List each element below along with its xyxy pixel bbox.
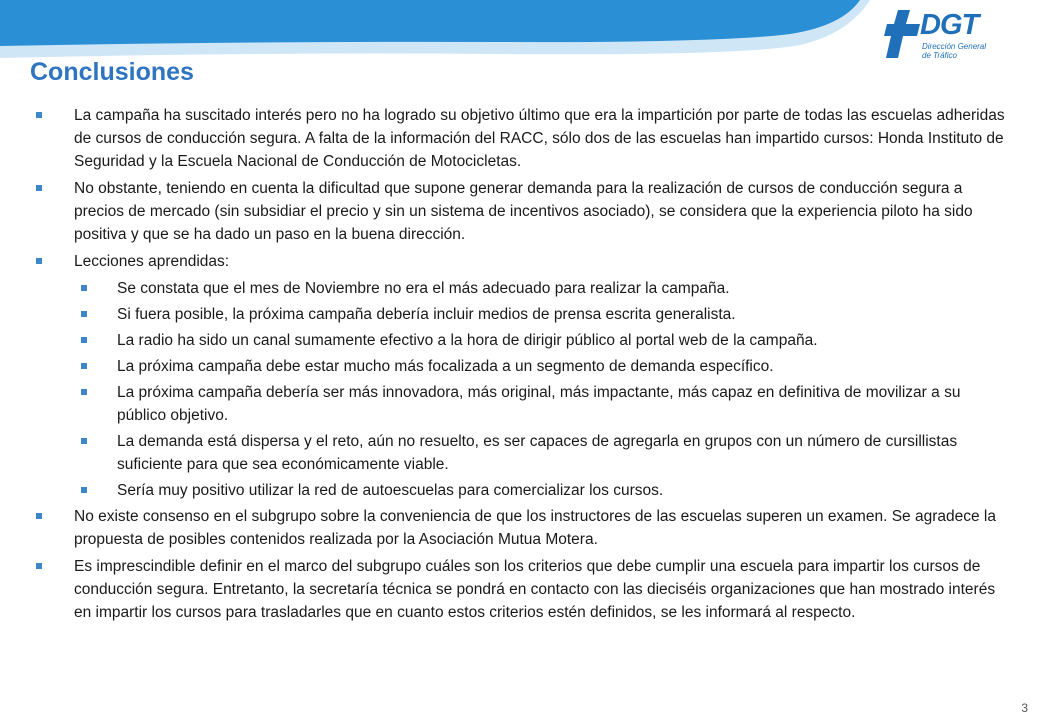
list-item-text: Sería muy positivo utilizar la red de autoescuelas para comercializar los cursos.: [117, 482, 664, 499]
square-bullet-icon: [36, 563, 42, 569]
list-item: [34, 479, 1012, 502]
dgt-subtitle: Dirección General de Tráfico: [922, 42, 987, 60]
square-bullet-icon: [36, 185, 42, 191]
list-item: [34, 250, 1012, 273]
square-bullet-icon: [36, 258, 42, 264]
square-bullet-icon: [81, 337, 87, 343]
list-item-text: No existe consenso en el subgrupo sobre la conveniencia de que los instructores de las escuelas superen un examen. Se agradece la propuesta de posibles contenidos realizada por la Asociación Mutua Motera.: [74, 508, 996, 548]
list-item: [34, 430, 1012, 476]
list-item-text: La demanda está dispersa y el reto, aún no resuelto, es ser capaces de agregarla en grupos con un número de cursillistas suficiente para que sea económicamente viable.: [117, 433, 958, 473]
square-bullet-icon: [81, 487, 87, 493]
list-item-text: La próxima campaña debe estar mucho más focalizada a un segmento de demanda específico.: [117, 358, 774, 375]
list-item: [34, 329, 1012, 352]
list-item: [34, 277, 1012, 300]
list-item: [34, 355, 1012, 378]
list-item-text: La radio ha sido un canal sumamente efectivo a la hora de dirigir público al portal web de la campaña.: [117, 332, 818, 349]
list-item: [34, 303, 1012, 326]
list-item-text: Lecciones aprendidas:: [74, 253, 230, 270]
list-item: [34, 177, 1012, 246]
page-number: 3: [1021, 701, 1028, 715]
square-bullet-icon: [81, 363, 87, 369]
list-item: [34, 104, 1012, 173]
square-bullet-icon: [36, 513, 42, 519]
square-bullet-icon: [81, 285, 87, 291]
list-item-text: Si fuera posible, la próxima campaña debería incluir medios de prensa escrita generalista.: [117, 306, 736, 323]
square-bullet-icon: [81, 389, 87, 395]
dgt-wordmark: DGT: [920, 9, 979, 41]
square-bullet-icon: [81, 438, 87, 444]
square-bullet-icon: [36, 112, 42, 118]
dgt-cross-icon: [884, 8, 924, 60]
list-item-text: La campaña ha suscitado interés pero no ha logrado su objetivo último que era la impartición por parte de todas las escuelas adheridas de cursos de conducción segura. A falta de la información del RACC, sólo dos de las escuelas han impartido cursos: Honda Instituto de Seguridad y la Escuela Nacional de Conducción de Motocicletas.: [74, 107, 1005, 170]
dgt-logo: [884, 8, 1024, 60]
list-item-text: Es imprescindible definir en el marco del subgrupo cuáles son los criterios que debe cumplir una escuela para impartir los cursos de conducción segura. Entretanto, la secretaría técnica se pondrá en contacto con las dieciséis organizaciones que han mostrado interés en impartir los cursos para trasladarles que en cuanto estos criterios estén definidos, se les informará al respecto.: [74, 558, 996, 621]
slide-title: Conclusiones: [30, 58, 194, 86]
list-item: [34, 505, 1012, 551]
square-bullet-icon: [81, 311, 87, 317]
list-item-text: Se constata que el mes de Noviembre no era el más adecuado para realizar la campaña.: [117, 280, 730, 297]
list-item-text: La próxima campaña debería ser más innovadora, más original, más impactante, más capaz en definitiva de movilizar a su público objetivo.: [117, 384, 961, 424]
list-item: [34, 381, 1012, 427]
list-item: [34, 555, 1012, 624]
list-item-text: No obstante, teniendo en cuenta la dificultad que supone generar demanda para la realización de cursos de conducción segura a precios de mercado (sin subsidiar el precio y sin un sistema de incentivos asociado), se considera que la experiencia piloto ha sido positiva y que se ha dado un paso en la buena dirección.: [74, 180, 973, 243]
bullet-list: [34, 104, 1012, 628]
